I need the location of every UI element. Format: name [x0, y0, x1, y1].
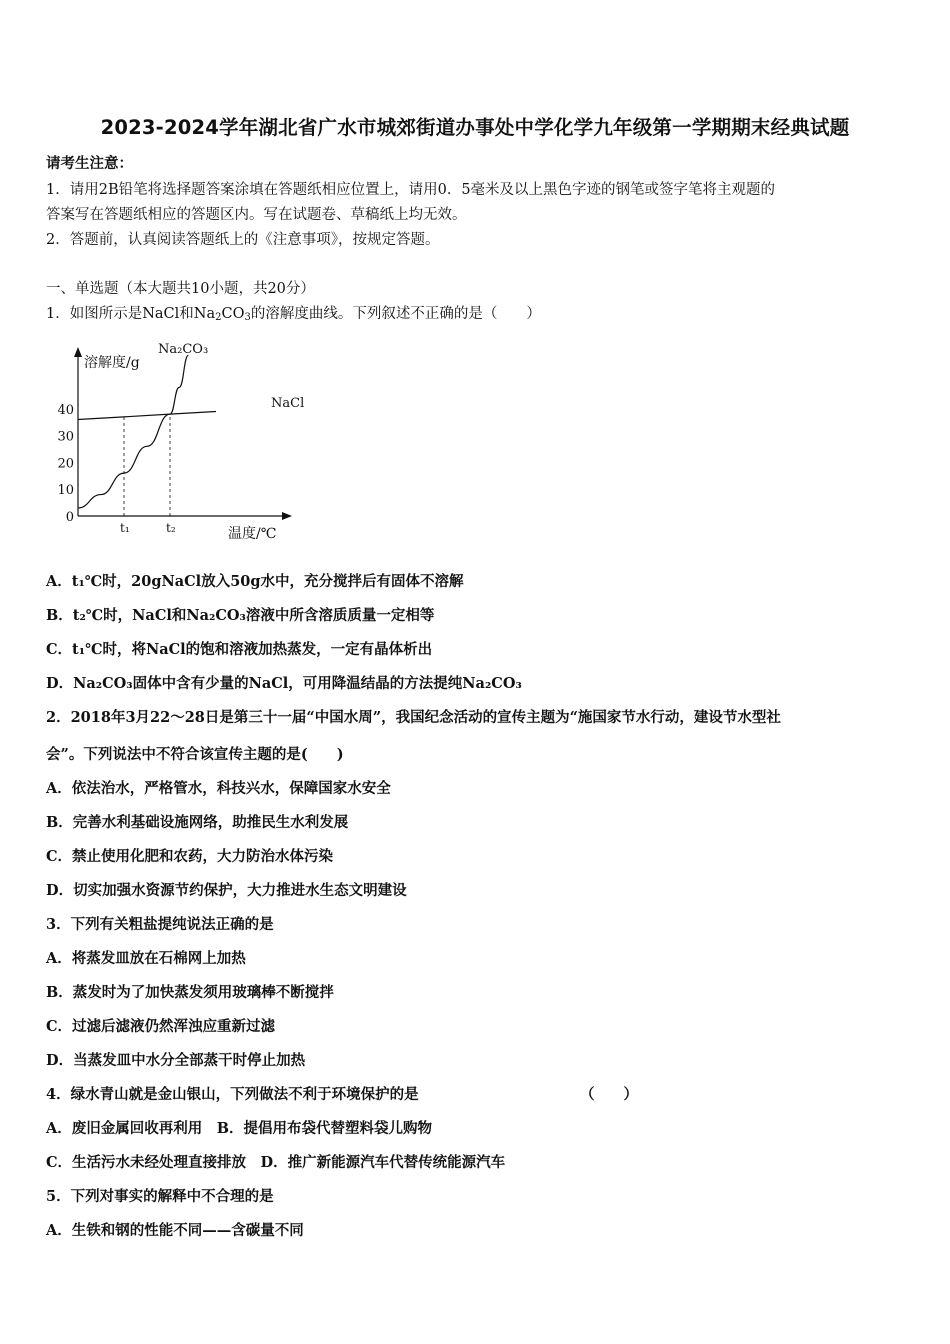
x-tick-label: t₁: [120, 521, 130, 535]
y-tick-label: 40: [57, 402, 74, 418]
y-axis-arrow: [74, 347, 82, 357]
question-1-option-c: C．t₁℃时，将NaCl的饱和溶液加热蒸发，一定有晶体析出: [46, 641, 433, 658]
x-axis-arrow: [282, 512, 292, 520]
question-2-stem-b: 会”。下列说法中不符合该宣传主题的是( ): [46, 746, 344, 763]
y-tick-label: 0: [65, 510, 74, 525]
x-axis-label: 温度/℃: [228, 526, 277, 542]
question-3-option-d: D．当蒸发皿中水分全部蒸干时停止加热: [46, 1052, 306, 1069]
y-tick-label: 30: [57, 429, 74, 445]
x-tick-label: t₂: [166, 521, 176, 535]
series-line-nacl: [78, 411, 216, 419]
y-tick-label: 20: [57, 456, 74, 472]
question-3-option-b: B．蒸发时为了加快蒸发须用玻璃棒不断搅拌: [46, 984, 334, 1001]
solubility-chart: [46, 335, 306, 550]
series-label-nacl: NaCl: [271, 396, 305, 411]
question-2-stem-a: 2．2018年3月22～28日是第三十一届“中国水周”，我国纪念活动的宣传主题为“施国家节水行动，建设节水型社: [46, 709, 781, 726]
question-2-option-a: A．依法治水，严格管水，科技兴水，保障国家水安全: [46, 780, 391, 797]
question-1-option-d: D．Na₂CO₃固体中含有少量的NaCl，可用降温结晶的方法提纯Na₂CO₃: [46, 675, 522, 692]
question-5-option-a: A．生铁和钢的性能不同——含碳量不同: [46, 1222, 304, 1239]
question-3-stem: 3．下列有关粗盐提纯说法正确的是: [46, 916, 274, 933]
question-2-option-c: C．禁止使用化肥和农药，大力防治水体污染: [46, 848, 334, 865]
question-1-option-b: B．t₂℃时，NaCl和Na₂CO₃溶液中所含溶质质量一定相等: [46, 607, 435, 624]
question-3-option-a: A．将蒸发皿放在石棉网上加热: [46, 950, 246, 967]
question-4-options-cd: C．生活污水未经处理直接排放 D．推广新能源汽车代替传统能源汽车: [46, 1154, 506, 1171]
question-5-stem: 5．下列对事实的解释中不合理的是: [46, 1188, 274, 1205]
page-title: 2023-2024学年湖北省广水市城郊街道办事处中学化学九年级第一学期期末经典试题: [100, 116, 850, 139]
question-1-option-a: A．t₁℃时，20gNaCl放入50g水中，充分搅拌后有固体不溶解: [46, 573, 464, 590]
question-4-options-ab: A．废旧金属回收再利用 B．提倡用布袋代替塑料袋儿购物: [46, 1120, 433, 1137]
question-4-stem: 4．绿水青山就是金山银山，下列做法不利于环境保护的是: [46, 1086, 419, 1103]
y-axis-label: 溶解度/g: [84, 355, 140, 371]
series-label-na2co3: Na₂CO₃: [158, 342, 209, 357]
series-line-na2co3: [78, 355, 188, 508]
question-2-option-b: B．完善水利基础设施网络，助推民生水利发展: [46, 814, 349, 831]
section-heading: 一、单选题（本大题共10小题，共20分）: [46, 281, 315, 297]
question-3-option-c: C．过滤后滤液仍然浑浊应重新过滤: [46, 1018, 276, 1035]
y-tick-label: 10: [57, 483, 74, 499]
question-2-option-d: D．切实加强水资源节约保护，大力推进水生态文明建设: [46, 882, 407, 899]
notice-heading: 请考生注意：: [46, 155, 133, 172]
notice-item-2: 2．答题前，认真阅读答题纸上的《注意事项》，按规定答题。: [46, 232, 440, 248]
notice-item-1a: 1．请用2B铅笔将选择题答案涂填在答题纸相应位置上，请用0．5毫米及以上黑色字迹的钢笔或签字笔将主观题的: [46, 182, 776, 198]
question-1-stem: 1．如图所示是NaCl和$Na_2CO_3$的溶解度曲线。下列叙述不正确的是（ ）: [46, 306, 541, 323]
question-4-answer-paren: （ ）: [580, 1086, 638, 1103]
notice-item-1b: 答案写在答题纸相应的答题区内。写在试题卷、草稿纸上均无效。: [46, 207, 467, 223]
